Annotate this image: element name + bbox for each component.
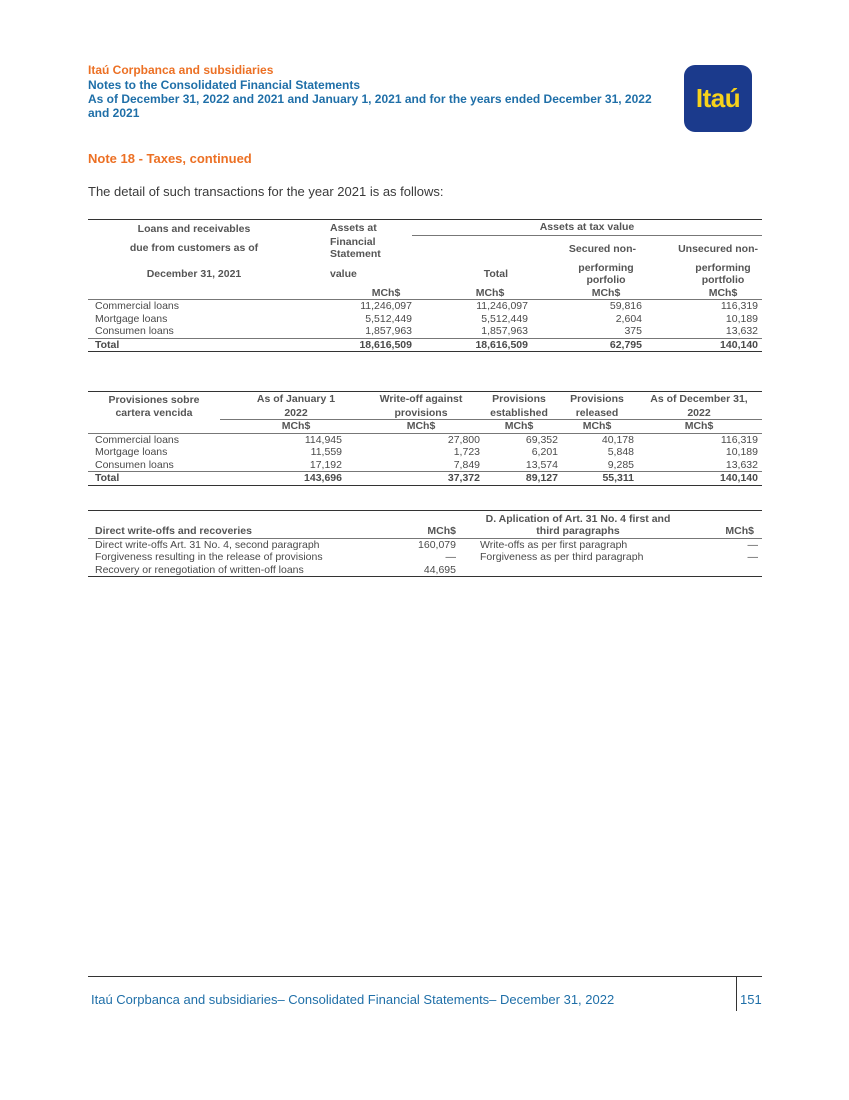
cell-value: 1,723: [453, 446, 480, 458]
total-row: [88, 338, 762, 352]
total-value: 37,372: [447, 472, 480, 484]
row-label: Consumen loans: [95, 458, 174, 471]
cell-value: —: [747, 538, 758, 551]
unit-label: MCh$: [475, 286, 505, 299]
itau-logo: [684, 65, 752, 132]
cell-value: 10,189: [725, 446, 758, 458]
cell-value: 375: [624, 325, 642, 337]
row-label: Mortgage loans: [95, 446, 168, 458]
row-label: Forgiveness resulting in the release of provisions: [95, 551, 323, 563]
total-value: 55,311: [602, 472, 634, 484]
cell-value: 11,246,097: [476, 300, 528, 312]
cell-value: —: [747, 551, 758, 563]
table-row: [88, 300, 762, 313]
cell-value: [698, 564, 762, 577]
total-value: 89,127: [525, 472, 558, 484]
unit-label: MCh$: [406, 420, 436, 432]
cell-value: 7,849: [453, 458, 480, 471]
unit-label: MCh$: [684, 420, 714, 432]
total-row: [88, 472, 762, 486]
col-header-secured-b: performing: [578, 261, 634, 274]
row-label: Commercial loans: [95, 433, 180, 446]
col-header-jan-b: 2022: [220, 407, 342, 420]
unit-label: MCh$: [725, 525, 754, 537]
unit-label: MCh$: [427, 525, 456, 537]
row-label: Forgiveness as per third paragraph: [480, 551, 644, 563]
table-row: [88, 459, 762, 472]
period-heading: As of December 31, 2022 and 2021 and January 1, 2021 and for the years ended December 31, 2022: [88, 92, 652, 106]
col-header-established-b: established: [480, 407, 558, 420]
row-label: Recovery or renegotiation of written-off loans: [95, 563, 304, 576]
col-header-fs: Assets at: [330, 221, 377, 234]
col-header-loans-b: due from customers as of: [129, 242, 259, 255]
col-header-released-b: released: [558, 407, 636, 420]
total-value: 18,616,509: [359, 338, 412, 351]
loans-tax-value-table: [88, 219, 762, 352]
cell-value: 1,857,963: [481, 325, 528, 337]
col-header-writeoff: Write-off against: [379, 393, 463, 405]
col-header-unsecured-b: performing: [695, 261, 751, 274]
row-label: Commercial loans: [95, 300, 180, 312]
table-row: [88, 313, 762, 326]
col-header-tax-group: Assets at tax value: [412, 220, 762, 236]
col-header-secured-c: porfolio: [586, 274, 626, 286]
table-row: [88, 564, 762, 577]
logo-text: Itaú: [695, 83, 741, 113]
col-header-unsecured-c: portfolio: [701, 274, 745, 286]
col-header-aplication-b: third paragraphs: [536, 525, 620, 537]
table-row: [88, 551, 762, 564]
cell-value: 40,178: [601, 433, 634, 446]
footer-divider: [88, 976, 762, 977]
note-title: Note 18 - Taxes, continued: [88, 151, 252, 166]
col-header-unsecured: Unsecured non-: [678, 242, 759, 255]
unit-label: MCh$: [504, 420, 534, 432]
cell-value: 116,319: [720, 300, 759, 312]
cell-value: 11,559: [310, 446, 342, 458]
row-label: Consumen loans: [95, 325, 174, 337]
total-value: 62,795: [609, 338, 642, 351]
row-label: Mortgage loans: [95, 312, 168, 325]
cell-value: 69,352: [525, 433, 558, 446]
provisions-table: [88, 391, 762, 486]
col-header-jan: As of January 1: [256, 393, 336, 405]
col-header-established: Provisions: [492, 393, 546, 405]
col-header-writeoff-b: provisions: [342, 407, 480, 420]
row-label: [458, 564, 698, 577]
notes-heading: Notes to the Consolidated Financial Statements: [88, 78, 361, 92]
cell-value: 2,604: [615, 312, 642, 325]
unit-label: MCh$: [281, 420, 311, 432]
col-header-fs-d: value: [330, 267, 357, 280]
table-row: [88, 433, 762, 446]
cell-value: 11,246,097: [360, 300, 412, 312]
col-header-provisions: Provisiones sobre: [108, 394, 200, 406]
cell-value: 13,632: [725, 325, 759, 337]
period-heading-cont: and 2021: [88, 106, 140, 120]
unit-label: MCh$: [371, 286, 401, 299]
row-label: Direct write-offs Art. 31 No. 4, second paragraph: [95, 538, 320, 551]
total-label: Total: [95, 472, 120, 484]
cell-value: 6,201: [531, 446, 558, 458]
cell-value: 160,079: [418, 538, 456, 551]
cell-value: 13,632: [725, 458, 758, 471]
cell-value: 5,512,449: [365, 312, 412, 325]
total-value: 18,616,509: [475, 338, 528, 351]
cell-value: 5,848: [607, 446, 634, 458]
cell-value: 1,857,963: [365, 325, 412, 337]
cell-value: 13,574: [525, 458, 558, 471]
col-header-fs-c: Statement: [330, 248, 381, 260]
cell-value: —: [445, 551, 456, 563]
col-header-dec-b: 2022: [636, 407, 762, 420]
col-header-fs-b: Financial: [330, 235, 376, 248]
total-label: Total: [95, 338, 120, 351]
col-header-dec: As of December 31,: [650, 393, 748, 405]
col-header-aplication: D. Aplication of Art. 31 No. 4 first and: [485, 512, 671, 525]
cell-value: 44,695: [423, 563, 456, 576]
col-header-released: Provisions: [570, 393, 624, 405]
cell-value: 27,800: [447, 433, 480, 446]
col-header-direct: Direct write-offs and recoveries: [95, 525, 252, 537]
cell-value: 5,512,449: [481, 312, 528, 325]
col-header-secured: Secured non-: [568, 242, 636, 255]
footer-text: Itaú Corpbanca and subsidiaries– Consolidated Financial Statements– December 31, 2022: [91, 992, 615, 1007]
col-header-loans: Loans and receivables: [137, 222, 251, 235]
table-row: [88, 538, 762, 551]
col-header-provisions-b: cartera vencida: [115, 406, 193, 419]
table-row: [88, 446, 762, 459]
cell-value: 59,816: [609, 300, 642, 312]
col-header-total: Total: [483, 267, 508, 280]
page-number: 151: [740, 992, 762, 1007]
row-label: Write-offs as per first paragraph: [480, 538, 628, 551]
footer-page-divider: [736, 976, 737, 1011]
total-value: 140,140: [720, 472, 758, 484]
unit-label: MCh$: [591, 286, 621, 299]
write-offs-table: [88, 510, 762, 577]
cell-value: 10,189: [725, 312, 759, 325]
unit-label: MCh$: [708, 286, 738, 299]
intro-text: The detail of such transactions for the year 2021 is as follows:: [88, 184, 444, 199]
cell-value: 116,319: [720, 433, 758, 446]
unit-label: MCh$: [582, 420, 612, 432]
col-header-loans-c: December 31, 2021: [146, 267, 242, 280]
company-heading: Itaú Corpbanca and subsidiaries: [88, 63, 274, 77]
total-value: 143,696: [304, 472, 342, 484]
total-value: 140,140: [720, 338, 759, 351]
cell-value: 114,945: [304, 433, 342, 446]
table-row: [88, 325, 762, 338]
cell-value: 9,285: [607, 458, 634, 471]
cell-value: 17,192: [309, 458, 342, 471]
